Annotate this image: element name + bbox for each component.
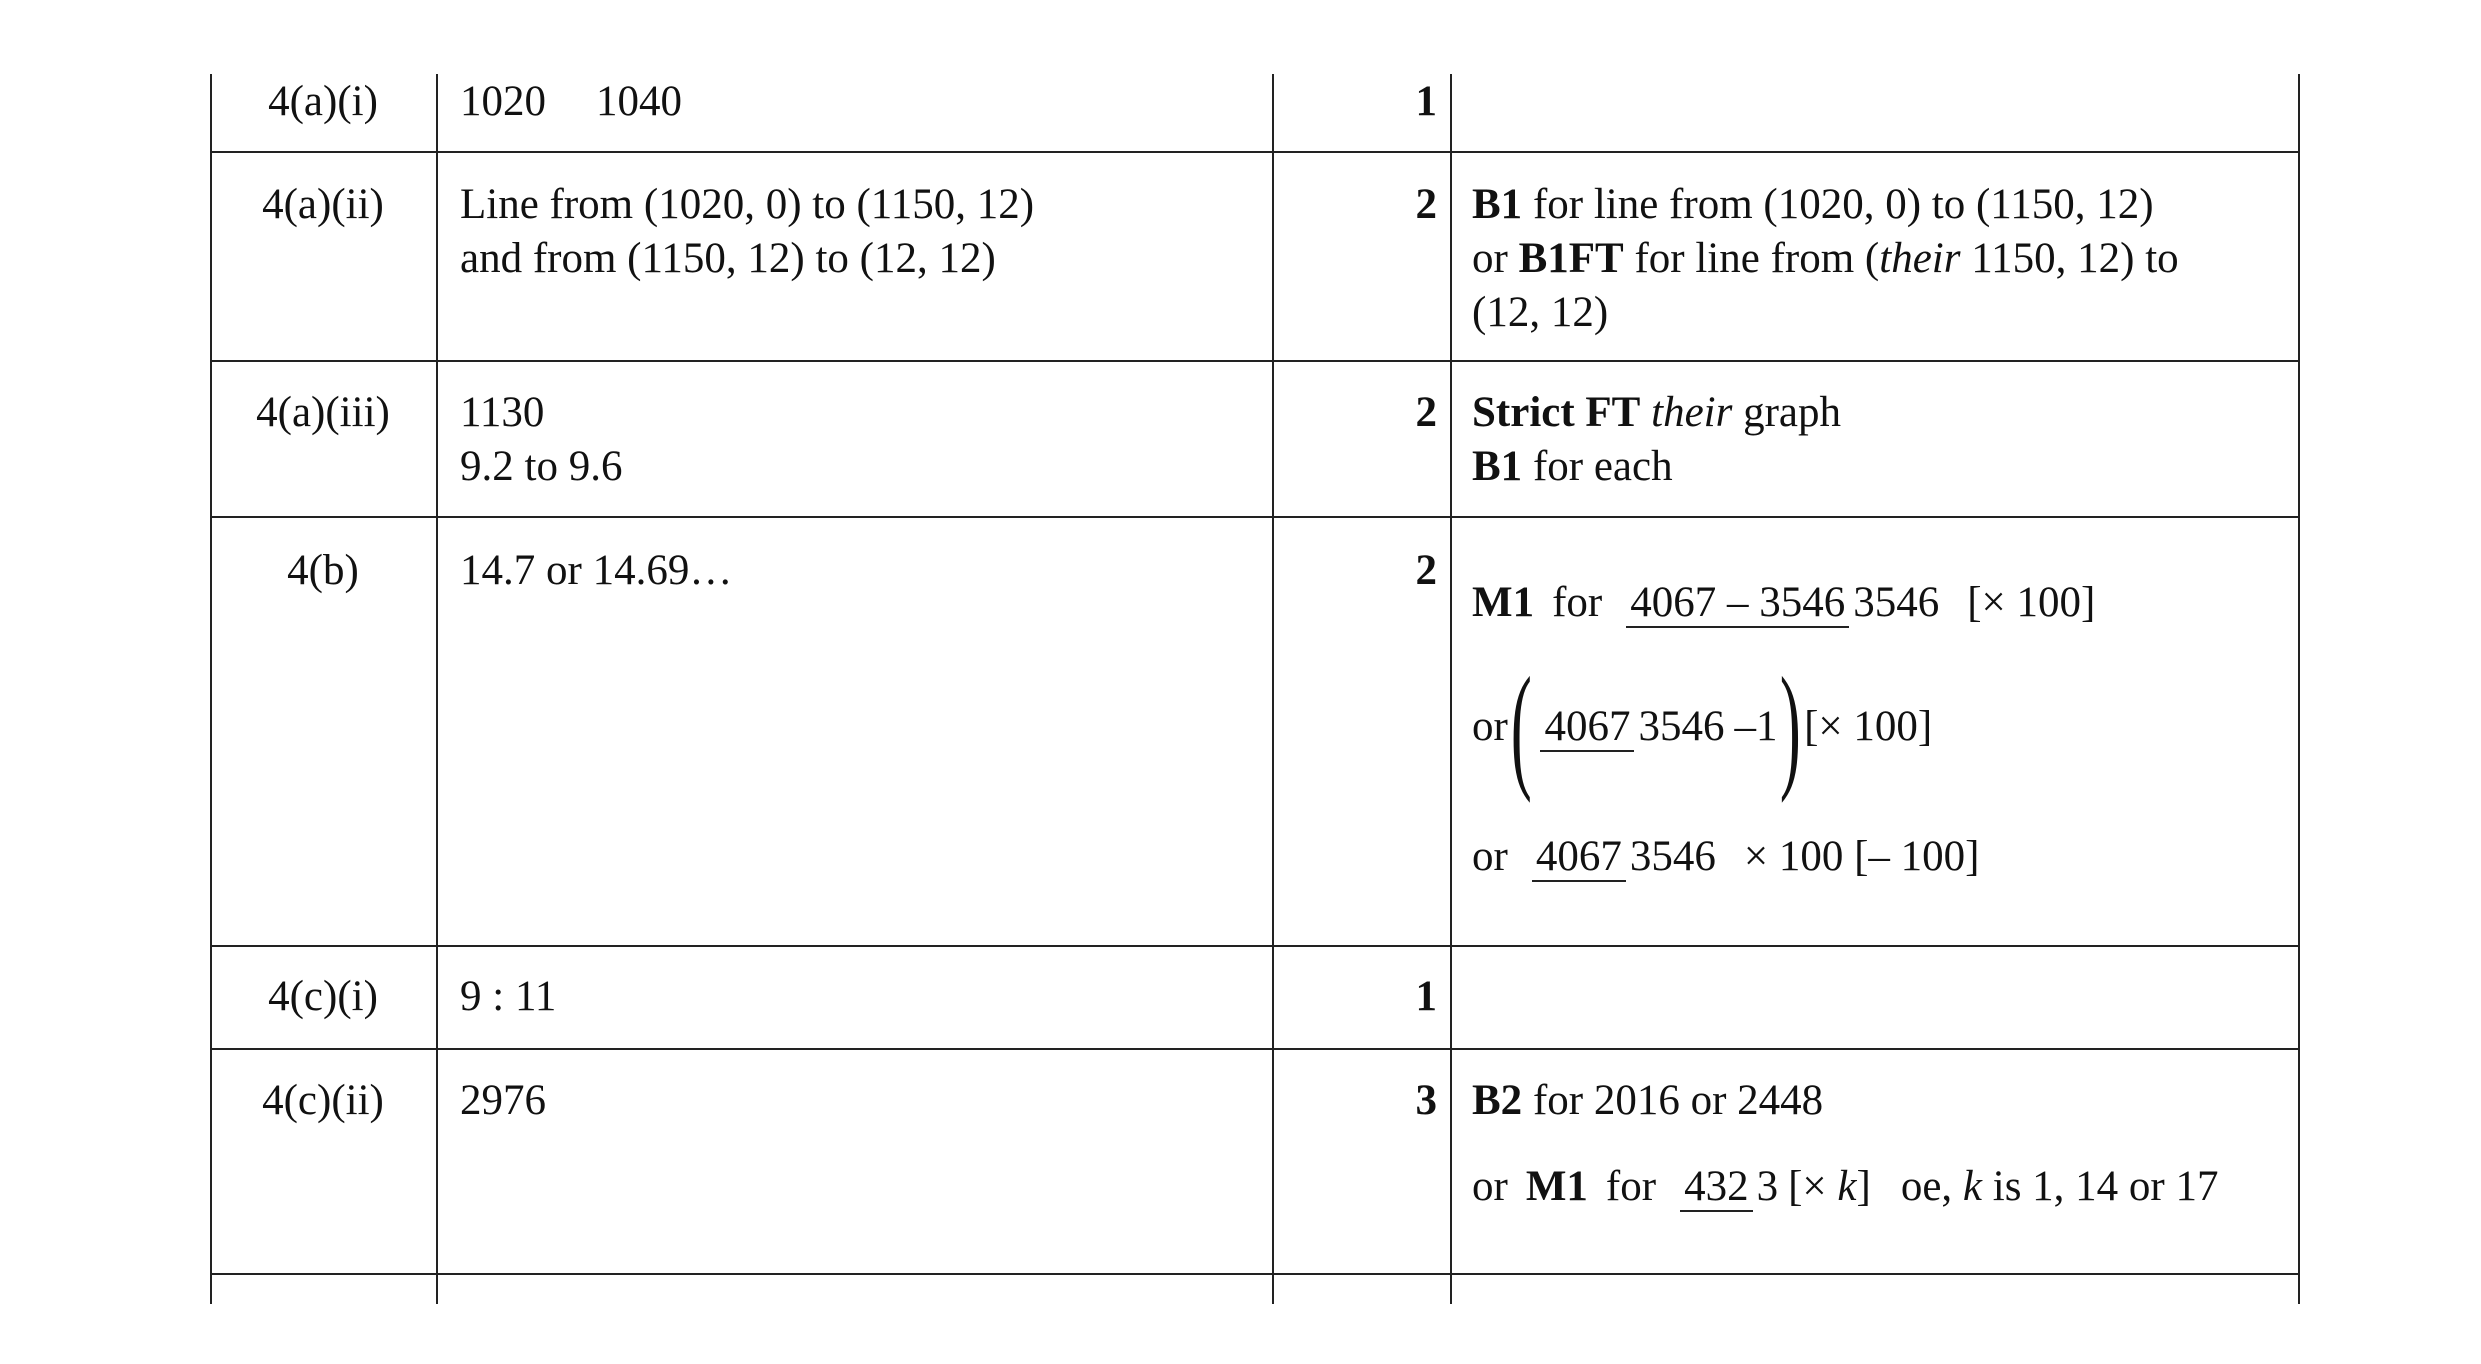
- guidance-cell: [1472, 178, 2179, 340]
- row-divider: [210, 1273, 2300, 1275]
- guidance-cell: [1472, 386, 1841, 494]
- row-divider: [210, 516, 2300, 518]
- guidance-method-1: M1 for 4067 – 3546 3546 [× 100]: [1472, 544, 2095, 662]
- question-number: 4(c)(i): [268, 973, 378, 1020]
- column-divider: [1450, 74, 1452, 1304]
- guidance-line: B1 for line from (1020, 0) to (1150, 12): [1472, 181, 2154, 228]
- guidance-line: or M1 for 432 3 [× k ] oe, k is 1, 14 or 17: [1472, 1128, 2219, 1246]
- fraction: 4067 – 3546 3546: [1626, 577, 1943, 629]
- open-parenthesis: (: [1510, 649, 1532, 804]
- guidance-method-3: or 4067 3546 × 100 [– 100]: [1472, 792, 2095, 922]
- marks-cell: 2: [1415, 547, 1437, 594]
- fraction: 4067 3546: [1532, 831, 1720, 883]
- table-border-right: [2298, 74, 2300, 1304]
- fraction: 432 3: [1680, 1161, 1782, 1213]
- guidance-line: B1 for each: [1472, 443, 1673, 490]
- mark-scheme-table: [210, 74, 2300, 1304]
- fraction: 4067 3546: [1540, 701, 1728, 753]
- marks-cell: 3: [1415, 1077, 1437, 1124]
- answer-time: 1040: [596, 78, 682, 125]
- answer-cell: 9 : 11: [460, 973, 557, 1020]
- answer-line: and from (1150, 12) to (12, 12): [460, 235, 996, 282]
- answer-cell: [460, 386, 622, 494]
- row-divider: [210, 945, 2300, 947]
- row-divider: [210, 1048, 2300, 1050]
- answer-cell: [460, 178, 1034, 286]
- answer-time: 1020: [460, 78, 546, 125]
- guidance-line: or B1FT for line from (their 1150, 12) to: [1472, 235, 2179, 282]
- row-divider: [210, 151, 2300, 153]
- question-number: 4(a)(i): [268, 78, 378, 125]
- column-divider: [436, 74, 438, 1304]
- guidance-cell: [1472, 544, 2095, 922]
- guidance-line: Strict FT their graph: [1472, 389, 1841, 436]
- answer-line: Line from (1020, 0) to (1150, 12): [460, 181, 1035, 228]
- row-divider: [210, 360, 2300, 362]
- guidance-line: B2 for 2016 or 2448: [1472, 1077, 1824, 1124]
- question-number: 4(c)(ii): [262, 1077, 384, 1124]
- answer-line: 1130: [460, 389, 545, 436]
- question-number: 4(b): [287, 547, 359, 594]
- marks-cell: 1: [1415, 973, 1437, 1020]
- guidance-cell: [1472, 1074, 2219, 1246]
- guidance-method-2: or ( 4067 3546 –1 ) [× 100]: [1472, 649, 1933, 804]
- question-number: 4(a)(iii): [256, 389, 390, 436]
- question-number: 4(a)(ii): [262, 181, 384, 228]
- marks-cell: 2: [1415, 181, 1437, 228]
- close-parenthesis: ): [1780, 649, 1802, 804]
- answer-line: 9.2 to 9.6: [460, 443, 623, 490]
- marks-cell: 1: [1415, 78, 1437, 125]
- answer-cell: 14.7 or 14.69…: [460, 547, 733, 594]
- answer-cell: [460, 75, 682, 129]
- marks-cell: 2: [1415, 389, 1437, 436]
- answer-cell: 2976: [460, 1077, 546, 1124]
- guidance-line: (12, 12): [1472, 289, 1609, 336]
